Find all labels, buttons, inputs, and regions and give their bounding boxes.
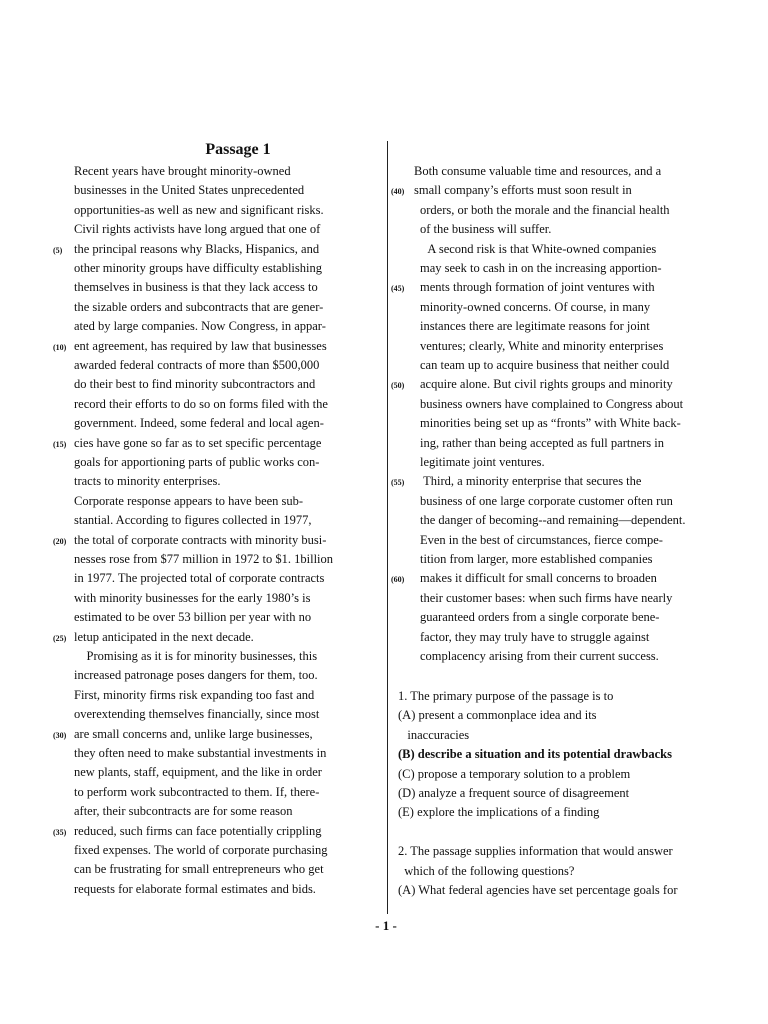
text-line: acquire alone. But civil rights groups and minority bbox=[420, 377, 673, 392]
line-number: (30) bbox=[53, 730, 67, 740]
text-line: themselves in business is that they lack access to bbox=[74, 280, 318, 295]
line-number: (20) bbox=[53, 536, 67, 546]
text-line: ments through formation of joint ventures with bbox=[420, 280, 655, 295]
text-line: stantial. According to figures collected in 1977, bbox=[74, 513, 312, 528]
text-line: government. Indeed, some federal and local agen- bbox=[74, 416, 324, 431]
answer-option: (C) propose a temporary solution to a problem bbox=[398, 766, 631, 781]
answer-option: (A) What federal agencies have set percentage goals for bbox=[398, 883, 678, 897]
text-line: do their best to find minority subcontractors and bbox=[74, 377, 316, 392]
text-line: guaranteed orders from a single corporate bene- bbox=[420, 610, 660, 625]
text-line: to perform work subcontracted to them. If, there- bbox=[74, 784, 320, 799]
text-line: of the business will suffer. bbox=[420, 222, 552, 237]
line-number: (10) bbox=[53, 342, 67, 352]
text-line: awarded federal contracts of more than $500,000 bbox=[74, 358, 320, 372]
answer-option: (A) present a commonplace idea and its bbox=[398, 708, 597, 723]
line-number: (55) bbox=[391, 478, 405, 488]
line-number: (15) bbox=[53, 439, 67, 449]
text-line: Even in the best of circumstances, fierce compe- bbox=[420, 532, 663, 547]
text-line: reduced, such firms can face potentially crippling bbox=[74, 823, 322, 838]
line-number: (45) bbox=[391, 284, 405, 294]
question-prompt: 1. The primary purpose of the passage is to bbox=[398, 689, 614, 703]
text-line: Corporate response appears to have been sub- bbox=[74, 493, 304, 508]
column-divider bbox=[387, 141, 388, 914]
text-line: minority-owned concerns. Of course, in many bbox=[420, 299, 651, 314]
text-line: legitimate joint ventures. bbox=[420, 455, 545, 469]
text-line: with minority businesses for the early 1980’s is bbox=[74, 590, 311, 605]
text-line: tracts to minority enterprises. bbox=[74, 474, 221, 489]
answer-option: inaccuracies bbox=[398, 727, 470, 742]
text-line: the danger of becoming--and remaining—dependent. bbox=[420, 513, 686, 528]
text-line: increased patronage poses dangers for them, too. bbox=[74, 668, 318, 683]
text-line: ing, rather than being accepted as full partners in bbox=[420, 435, 665, 450]
answer-option: (E) explore the implications of a finding bbox=[398, 805, 600, 820]
text-line: in 1977. The projected total of corporate contracts bbox=[74, 571, 325, 586]
page-number: - 1 - bbox=[375, 918, 397, 933]
text-line: are small concerns and, unlike large businesses, bbox=[74, 726, 313, 741]
text-line: business owners have complained to Congress about bbox=[420, 396, 684, 411]
text-line: goals for apportioning parts of public works con- bbox=[74, 455, 320, 469]
text-line: nesses rose from $77 million in 1972 to $1. 1billion bbox=[74, 552, 334, 566]
text-line: overextending themselves financially, since most bbox=[74, 707, 320, 722]
text-line: Recent years have brought minority-owned bbox=[74, 164, 291, 178]
line-number: (60) bbox=[391, 575, 405, 585]
text-line: Third, a minority enterprise that secures the bbox=[420, 474, 642, 489]
text-line: new plants, staff, equipment, and the like in order bbox=[74, 765, 322, 780]
text-line: opportunities-as well as new and significant risks. bbox=[74, 202, 324, 217]
text-line: requests for elaborate formal estimates and bids. bbox=[74, 881, 316, 896]
text-line: their customer bases: when such firms have nearly bbox=[420, 590, 673, 605]
line-number: (35) bbox=[53, 827, 67, 837]
passage-title: Passage 1 bbox=[205, 141, 271, 158]
text-line: A second risk is that White-owned companies bbox=[418, 241, 657, 256]
text-line: ent agreement, has required by law that businesses bbox=[74, 338, 327, 353]
text-line: Promising as it is for minority businesses, this bbox=[74, 649, 318, 663]
text-line: record their efforts to do so on forms filed with the bbox=[74, 396, 328, 411]
line-number: (50) bbox=[391, 381, 405, 391]
text-line: small company’s efforts must soon result in bbox=[414, 183, 632, 198]
text-line: orders, or both the morale and the financial health bbox=[420, 202, 670, 217]
text-line: instances there are legitimate reasons for joint bbox=[420, 319, 650, 334]
text-line: the total of corporate contracts with minority busi- bbox=[74, 532, 327, 547]
text-line: minorities being set up as “fronts” with White back- bbox=[420, 416, 681, 431]
line-number: (25) bbox=[53, 633, 67, 643]
answer-option: (B) describe a situation and its potential drawbacks bbox=[398, 747, 672, 762]
line-number: (40) bbox=[391, 187, 405, 197]
answer-option: (D) analyze a frequent source of disagreement bbox=[398, 786, 630, 800]
text-line: businesses in the United States unprecedented bbox=[74, 183, 305, 198]
text-line: the principal reasons why Blacks, Hispanics, and bbox=[74, 241, 320, 256]
text-line: Civil rights activists have long argued that one of bbox=[74, 222, 321, 237]
text-line: other minority groups have difficulty establishing bbox=[74, 261, 322, 275]
line-number: (5) bbox=[53, 245, 63, 255]
text-line: Both consume valuable time and resources, and a bbox=[414, 164, 662, 178]
text-line: they often need to make substantial investments in bbox=[74, 746, 327, 760]
text-line: complacency arising from their current success. bbox=[420, 649, 659, 663]
text-line: First, minority firms risk expanding too fast and bbox=[74, 687, 315, 702]
text-line: ated by large companies. Now Congress, in appar- bbox=[74, 319, 326, 334]
text-line: after, their subcontracts are for some reason bbox=[74, 804, 293, 819]
text-line: estimated to be over 53 billion per year with no bbox=[74, 610, 312, 625]
text-line: makes it difficult for small concerns to broaden bbox=[420, 571, 657, 586]
question-prompt: which of the following questions? bbox=[398, 863, 575, 878]
text-line: cies have gone so far as to set specific percentage bbox=[74, 435, 322, 450]
text-line: the sizable orders and subcontracts that are gener- bbox=[74, 299, 324, 314]
question-prompt: 2. The passage supplies information that would answer bbox=[398, 844, 673, 859]
text-line: business of one large corporate customer often run bbox=[420, 493, 673, 508]
text-line: letup anticipated in the next decade. bbox=[74, 629, 254, 644]
text-line: ventures; clearly, White and minority enterprises bbox=[420, 338, 664, 353]
text-line: can be frustrating for small entrepreneurs who get bbox=[74, 862, 324, 877]
text-line: fixed expenses. The world of corporate purchasing bbox=[74, 843, 328, 857]
text-line: can team up to acquire business that neither could bbox=[420, 358, 670, 372]
text-line: tition from larger, more established companies bbox=[420, 552, 653, 566]
text-line: factor, they may truly have to struggle against bbox=[420, 629, 650, 644]
text-line: may seek to cash in on the increasing apportion- bbox=[420, 261, 662, 275]
